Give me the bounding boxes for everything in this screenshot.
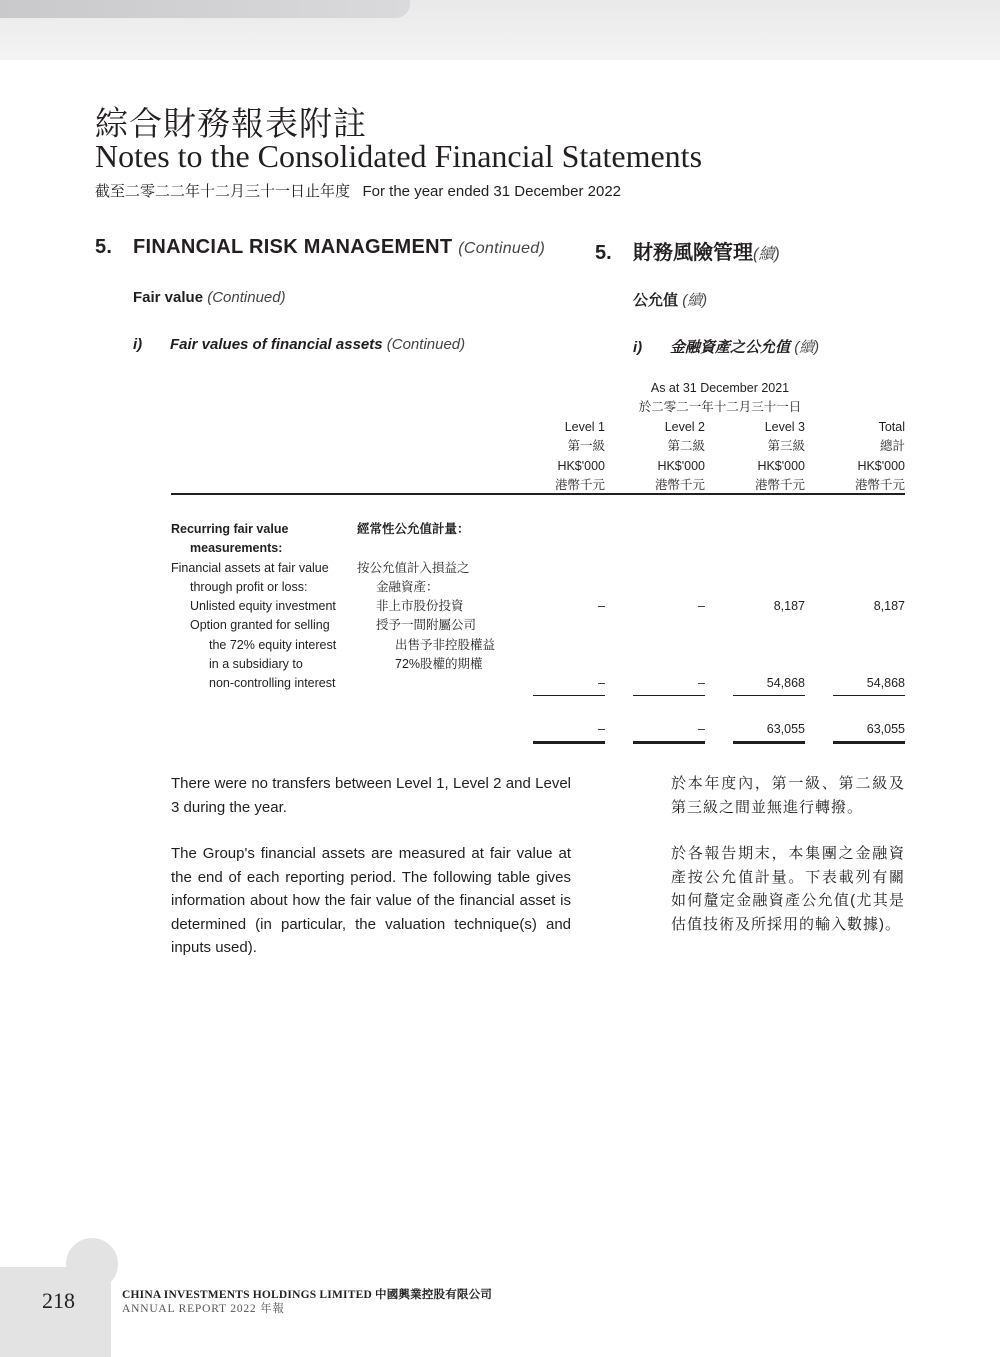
subsection-title-en: Fair value xyxy=(133,289,204,306)
row-label: Option granted for selling xyxy=(190,618,330,633)
table-cell: 8,187 xyxy=(773,599,805,613)
column-header-level-1 xyxy=(525,418,605,495)
table-date-header xyxy=(610,379,830,418)
column-unit-en: HK$'000 xyxy=(657,458,705,473)
table-total-cell: 63,055 xyxy=(766,722,805,736)
item-heading-zh xyxy=(633,336,819,357)
column-unit-zh: 港幣千元 xyxy=(854,477,905,492)
row-label: Financial assets at fair value xyxy=(171,560,329,575)
column-name-en: Level 1 xyxy=(564,420,605,434)
page-title-zh: 綜合財務報表附註 xyxy=(95,104,367,143)
row-label: 非上市股份投資 xyxy=(376,599,464,614)
section-continued-en: (Continued) xyxy=(458,240,546,257)
total-rule xyxy=(833,741,905,744)
subtotal-rule xyxy=(833,695,905,696)
subsection-heading-zh xyxy=(633,289,707,310)
table-header-rule xyxy=(171,493,905,495)
item-heading-en xyxy=(133,336,465,353)
paragraph-transfers-zh: 於本年度內，第一級、第二級及第三級之間並無進行轉撥。 xyxy=(671,775,905,816)
section-number: 5. xyxy=(95,236,113,258)
row-label: Unlisted equity investment xyxy=(190,599,336,614)
row-label: through profit or loss: xyxy=(190,579,308,594)
total-rule xyxy=(533,741,605,744)
page-number: 218 xyxy=(42,1288,75,1313)
column-unit-zh: 港幣千元 xyxy=(754,477,805,492)
paragraph-measurement-en: The Group's financial assets are measured at fair value at the end of each reporting period. The following table gives information about how the fair value of the financial asset is determined (in particular, the valuation technique(s) and inputs used). xyxy=(171,845,571,956)
table-total-cell: – xyxy=(598,722,605,736)
column-unit-en: HK$'000 xyxy=(857,458,905,473)
subtotal-rule xyxy=(733,695,805,696)
footer-report: ANNUAL REPORT 2022 年報 xyxy=(122,1303,285,1315)
table-cell: 8,187 xyxy=(873,599,905,613)
paragraph-measurement-zh: 於各報告期末，本集團之金融資產按公允值計量。下表載列有關如何釐定金融資產公允值(尤其是估值技術及所採用的輸入數據)。 xyxy=(671,845,905,933)
column-name-zh: 第二級 xyxy=(667,439,705,454)
column-name-en: Level 2 xyxy=(664,420,705,434)
column-name-en: Level 3 xyxy=(764,420,805,434)
item-title-en: Fair values of financial assets xyxy=(170,336,383,353)
total-rule xyxy=(733,741,805,744)
row-label: 72%股權的期權 xyxy=(395,657,483,672)
column-name-zh: 總計 xyxy=(879,439,905,454)
column-name-en: Total xyxy=(878,420,905,434)
table-cell: – xyxy=(698,676,705,690)
item-continued-en: (Continued) xyxy=(386,336,466,353)
item-continued-zh: (續) xyxy=(794,339,820,356)
header-band-accent xyxy=(0,0,410,18)
item-title-zh: 金融資產之公允值 xyxy=(670,339,791,356)
row-label: 金融資產： xyxy=(376,579,439,594)
row-labels-zh xyxy=(357,520,527,674)
row-label: 出售予非控股權益 xyxy=(395,637,496,652)
section-continued-zh: (續) xyxy=(753,246,780,263)
page-title-en: Notes to the Consolidated Financial Statements xyxy=(95,138,703,174)
section-number-zh: 5. xyxy=(595,242,612,264)
total-rule xyxy=(633,741,705,744)
row-labels-en xyxy=(171,520,351,694)
row-label: Recurring fair value xyxy=(171,522,289,536)
section-title-en: FINANCIAL RISK MANAGEMENT xyxy=(133,236,453,258)
column-unit-en: HK$'000 xyxy=(557,458,605,473)
table-cell: 54,868 xyxy=(866,676,905,690)
footer-company: CHINA INVESTMENTS HOLDINGS LIMITED 中國興業控股有限公司 xyxy=(122,1289,493,1301)
section-heading-en xyxy=(95,236,545,259)
column-name-zh: 第三級 xyxy=(767,439,805,454)
column-unit-zh: 港幣千元 xyxy=(654,477,705,492)
page-subtitle: 截至二零二二年十二月三十一日止年度 For the year ended 31 December 2022 xyxy=(95,183,621,200)
row-label: 授予一間附屬公司 xyxy=(376,618,477,633)
column-name-zh: 第一級 xyxy=(567,439,605,454)
column-header-level-2 xyxy=(625,418,705,495)
table-date-en: As at 31 December 2021 xyxy=(650,381,790,395)
section-title-zh: 財務風險管理 xyxy=(633,242,753,264)
item-label-zh: i) xyxy=(633,339,643,356)
table-total-cell: – xyxy=(698,722,705,736)
subsection-continued-en: (Continued) xyxy=(207,289,286,306)
subtotal-rule xyxy=(533,695,605,696)
paragraph-transfers-en: There were no transfers between Level 1, Level 2 and Level 3 during the year. xyxy=(171,775,571,816)
subsection-continued-zh: (續) xyxy=(682,292,708,309)
column-unit-en: HK$'000 xyxy=(757,458,805,473)
item-label: i) xyxy=(133,336,143,353)
section-heading-zh xyxy=(595,236,780,265)
table-date-zh: 於二零二一年十二月三十一日 xyxy=(638,400,802,415)
column-unit-zh: 港幣千元 xyxy=(554,477,605,492)
row-label: in a subsidiary to xyxy=(209,657,303,672)
column-header-level-3 xyxy=(725,418,805,495)
row-label: 經常性公允值計量： xyxy=(357,522,470,536)
table-total-cell: 63,055 xyxy=(866,722,905,736)
table-cell: 54,868 xyxy=(766,676,805,690)
subsection-heading-en xyxy=(133,289,286,306)
table-cell: – xyxy=(698,599,705,613)
subsection-title-zh: 公允值 xyxy=(633,292,679,309)
column-header-total xyxy=(825,418,905,495)
table-cell: – xyxy=(598,676,605,690)
row-label: measurements: xyxy=(190,541,283,556)
row-label: non-controlling interest xyxy=(209,676,336,691)
row-label: the 72% equity interest xyxy=(209,637,337,652)
row-label: 按公允值計入損益之 xyxy=(357,560,470,575)
table-cell: – xyxy=(598,599,605,613)
subtotal-rule xyxy=(633,695,705,696)
